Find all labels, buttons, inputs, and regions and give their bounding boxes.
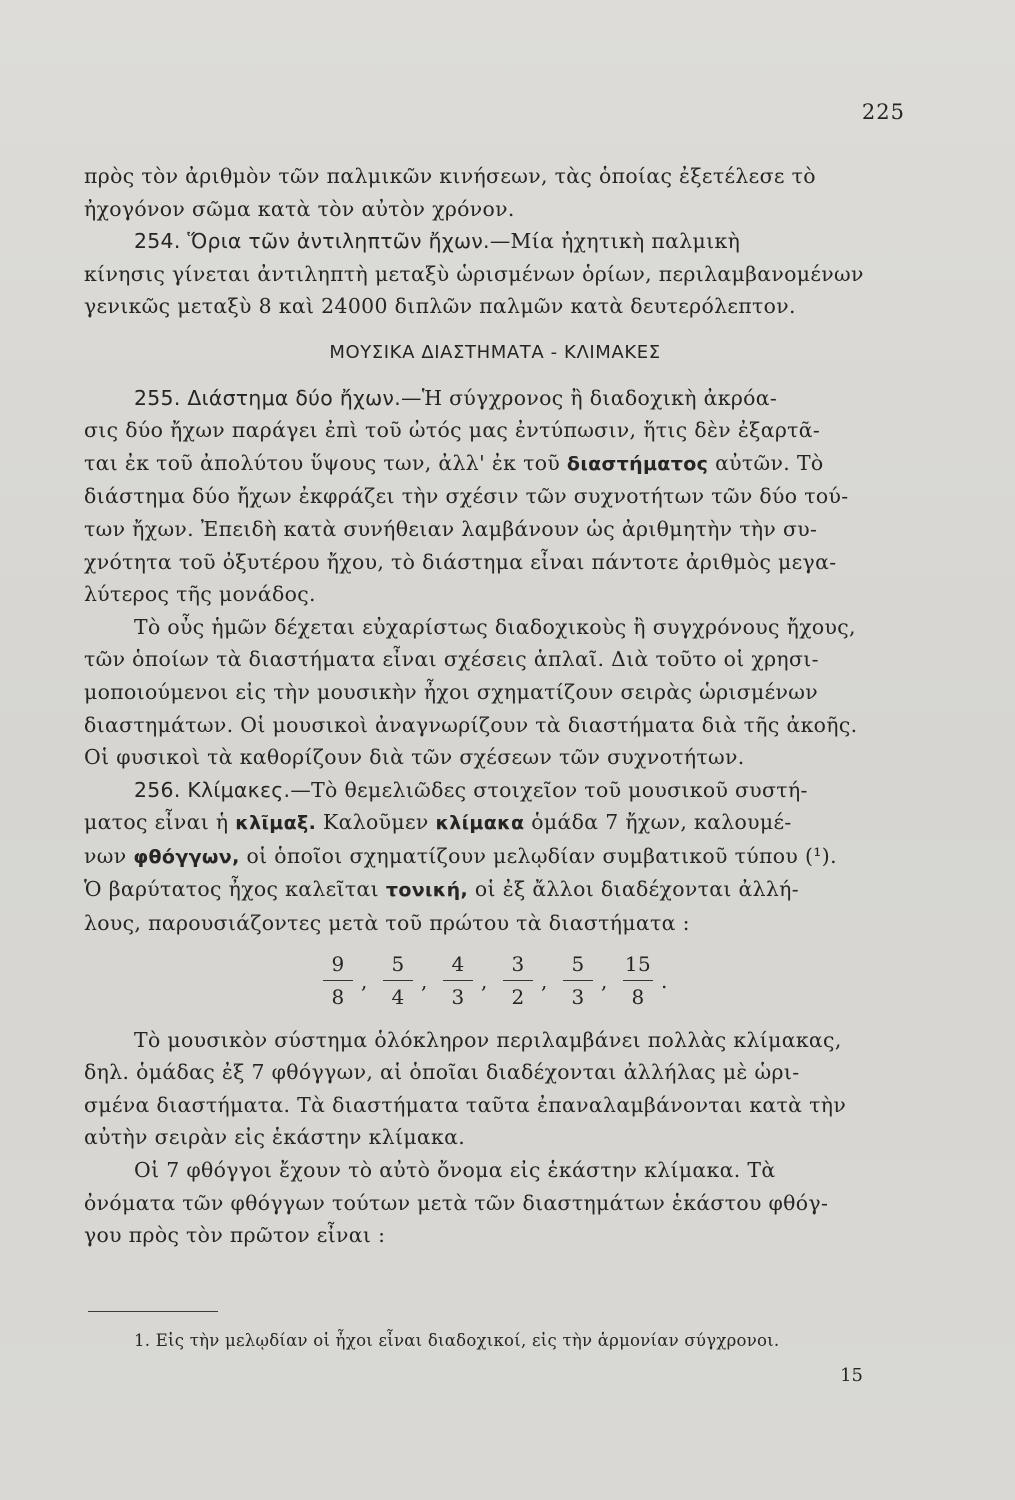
fraction-denominator: 4: [391, 985, 405, 1010]
section-heading-256: 256. Κλίμακες.: [134, 777, 291, 802]
fraction-bar: [623, 980, 653, 981]
fraction-numerator: 4: [451, 952, 465, 977]
text-line: γου πρὸς τὸν πρῶτον εἶναι :: [84, 1223, 386, 1248]
bold-term: διαστήματος: [566, 452, 709, 475]
footnote-divider: [88, 1311, 218, 1312]
page-number: 225: [861, 100, 905, 124]
fraction-denominator: 3: [451, 985, 465, 1010]
fraction-separator: ,: [481, 968, 488, 993]
fraction: [375, 951, 421, 1010]
text-line: Οἱ 7 φθόγγοι ἔχουν τὸ αὐτὸ ὄνομα εἰς ἑκάστην κλίμακα. Τὰ: [134, 1158, 776, 1183]
fraction: [315, 951, 361, 1010]
text-line: Τὸ μουσικὸν σύστημα ὁλόκληρον περιλαμβάνει πολλὰς κλίμακας,: [134, 1027, 842, 1052]
text-line: αὐτὴν σειρὰν εἰς ἑκάστην κλίμακα.: [84, 1125, 466, 1150]
text-line: των ἤχων. Ἐπειδὴ κατὰ συνήθειαν λαμβάνουν ὡς ἀριθμητὴν τὴν συ-: [84, 516, 818, 541]
fraction-separator: ,: [421, 968, 428, 993]
text-line: [84, 447, 906, 481]
fraction-bar: [563, 980, 593, 981]
fraction-numerator: 3: [511, 952, 525, 977]
text-line: ὀνόματα τῶν φθόγγων τούτων μετὰ τῶν διαστημάτων ἑκάστου φθόγ-: [84, 1190, 829, 1215]
fraction-denominator: 2: [511, 985, 525, 1010]
fraction: [435, 951, 481, 1010]
paragraph-system: [84, 1024, 906, 1154]
text-line: λύτερος τῆς μονάδος.: [84, 582, 316, 607]
text-fragment: —Μία ἠχητικὴ παλμικὴ: [489, 229, 741, 254]
text-line: γενικῶς μεταξὺ 8 καὶ 24000 διπλῶν παλμῶν κατὰ δευτερόλεπτον.: [84, 294, 796, 319]
text-line: [84, 225, 906, 258]
fraction-denominator: 3: [571, 985, 585, 1010]
text-line: [84, 840, 906, 874]
fraction-bar: [443, 980, 473, 981]
text-line: μοποιούμενοι εἰς τὴν μουσικὴν ἦχοι σχηματίζουν σειρὰς ὡρισμένων: [84, 679, 819, 704]
text-fragment: ματος εἶναι ἡ: [84, 810, 229, 835]
text-fragment: οἱ ἐξ ἄλλοι διαδέχονται ἀλλή-: [474, 877, 799, 902]
footnote: 1. Εἰς τὴν μελῳδίαν οἱ ἦχοι εἶναι διαδοχικοί, εἰς τὴν ἁρμονίαν σύγχρονοι.: [134, 1331, 780, 1350]
text-fragment: ται ἐκ τοῦ ἀπολύτου ὕψους των, ἀλλ' ἐκ τοῦ: [84, 450, 561, 475]
paragraph-254: [84, 225, 906, 323]
signature-number: 15: [840, 1365, 863, 1386]
fraction: [495, 951, 541, 1010]
text-fragment: αὐτῶν. Τὸ: [715, 450, 824, 475]
text-line: χνότητα τοῦ ὀξυτέρου ἤχου, τὸ διάστημα εἶναι πάντοτε ἀριθμὸς μεγα-: [84, 549, 837, 574]
text-line: τῶν ὁποίων τὰ διαστήματα εἶναι σχέσεις ἁπλαῖ. Διὰ τοῦτο οἱ χρησι-: [84, 647, 819, 672]
text-line: ἠχογόνον σῶμα κατὰ τὸν αὐτὸν χρόνον.: [84, 196, 515, 221]
fraction: [555, 951, 601, 1010]
fraction-separator: ,: [601, 968, 608, 993]
text-line: [84, 806, 906, 840]
fraction-separator: ,: [361, 968, 368, 993]
fraction-numerator: 5: [391, 952, 405, 977]
text-line: δηλ. ὁμάδας ἐξ 7 φθόγγων, αἱ ὁποῖαι διαδέχονται ἀλλήλας μὲ ὡρι-: [84, 1060, 800, 1085]
text-line: [84, 774, 906, 807]
fraction-separator: ,: [541, 968, 548, 993]
text-line: λους, παρουσιάζοντες μετὰ τοῦ πρώτου τὰ διαστήματα :: [84, 911, 690, 936]
text-fragment: Καλοῦμεν: [323, 810, 429, 835]
chapter-section-title: ΜΟΥΣΙΚΑ ΔΙΑΣΤΗΜΑΤΑ - ΚΛΙΜΑΚΕΣ: [329, 341, 661, 363]
main-text: [84, 160, 906, 1252]
paragraph-intro: [84, 160, 906, 225]
fraction-bar: [323, 980, 353, 981]
text-fragment: οἱ ὁποῖοι σχηματίζουν μελῳδίαν συμβατικοῦ τύπου (¹).: [246, 843, 837, 868]
fraction-bar: [383, 980, 413, 981]
text-line: Τὸ οὖς ἡμῶν δέχεται εὐχαρίστως διαδοχικοὺς ἢ συγχρόνους ἤχους,: [134, 614, 856, 639]
text-line: πρὸς τὸν ἀριθμὸν τῶν παλμικῶν κινήσεων, τὰς ὁποίας ἐξετέλεσε τὸ: [84, 164, 816, 188]
section-heading-254: 254. Ὅρια τῶν ἀντιληπτῶν ἤχων.: [134, 229, 490, 254]
text-fragment: —Ἡ σύγχρονος ἢ διαδοχικὴ ἀκρόα-: [400, 385, 778, 410]
text-line: [84, 873, 906, 907]
text-fragment: ὁμάδα 7 ἤχων, καλουμέ-: [531, 810, 792, 835]
paragraph-ear: [84, 611, 906, 774]
bold-term: φθόγγων,: [133, 845, 240, 868]
text-fragment: Ὁ βαρύτατος ἦχος καλεῖται: [84, 877, 379, 902]
text-line: διαστημάτων. Οἱ μουσικοὶ ἀναγνωρίζουν τὰ διαστήματα διὰ τῆς ἀκοῆς.: [84, 712, 858, 737]
text-line: κίνησις γίνεται ἀντιληπτὴ μεταξὺ ὡρισμένων ὁρίων, περιλαμβανομένων: [84, 261, 864, 286]
text-line: σις δύο ἤχων παράγει ἐπὶ τοῦ ὠτός μας ἐντύπωσιν, ἥτις δὲν ἐξαρτᾶ-: [84, 418, 821, 443]
fraction-denominator: 8: [331, 985, 345, 1010]
paragraph-names: [84, 1154, 906, 1252]
fraction-terminator: .: [661, 968, 668, 993]
fraction-numerator: 5: [571, 952, 585, 977]
bold-term: κλῖμαξ.: [235, 812, 317, 835]
paragraph-256: [84, 774, 906, 940]
fraction: [615, 951, 661, 1010]
section-heading-255: 255. Διάστημα δύο ἤχων.: [134, 385, 401, 410]
fraction-denominator: 8: [631, 985, 645, 1010]
fraction-numerator: 15: [624, 952, 652, 977]
paragraph-255: [84, 382, 906, 611]
text-fragment: νων: [84, 843, 127, 868]
fraction-bar: [503, 980, 533, 981]
bold-term: κλίμακα: [435, 812, 525, 835]
text-line: διάστημα δύο ἤχων ἐκφράζει τὴν σχέσιν τῶν συχνοτήτων τῶν δύο τού-: [84, 484, 849, 509]
text-fragment: —Τὸ θεμελιῶδες στοιχεῖον τοῦ μουσικοῦ συστή-: [290, 777, 808, 802]
text-line: [84, 382, 906, 415]
text-line: Οἱ φυσικοὶ τὰ καθορίζουν διὰ τῶν σχέσεων τῶν συχνοτήτων.: [84, 745, 745, 770]
fraction-numerator: 9: [331, 952, 345, 977]
bold-term: τονική,: [385, 879, 469, 902]
text-line: σμένα διαστήματα. Τὰ διαστήματα ταῦτα ἐπαναλαμβάνονται κατὰ τὴν: [84, 1092, 847, 1117]
interval-fractions: [84, 946, 906, 1016]
